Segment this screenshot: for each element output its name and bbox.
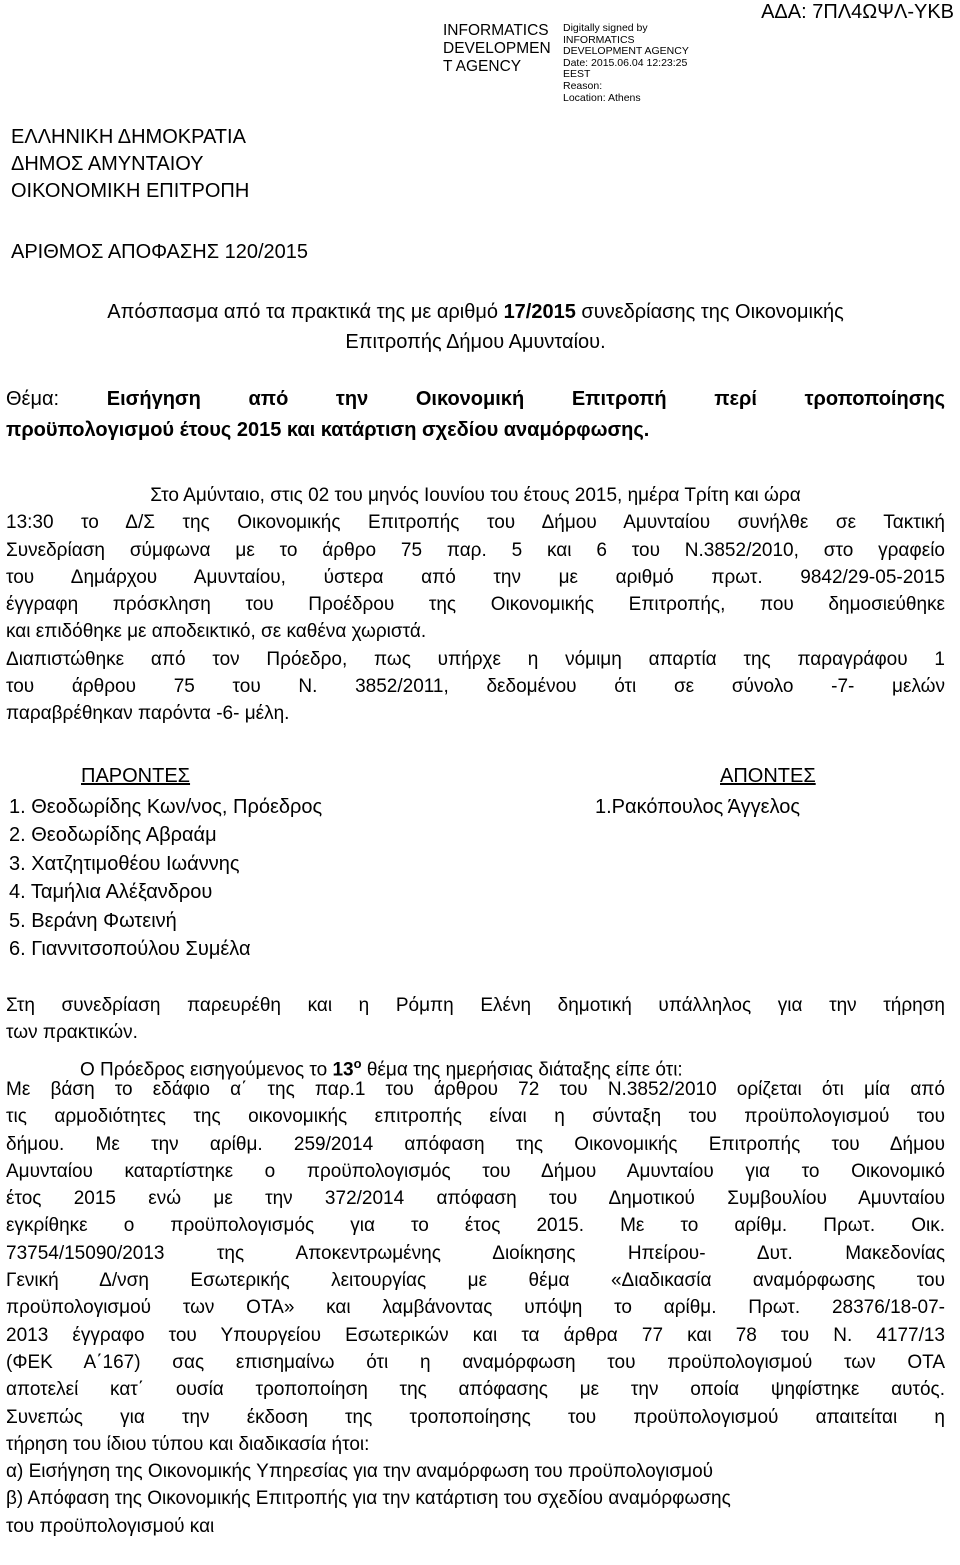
present-member: 5. Βεράνη Φωτεινή (9, 909, 177, 932)
intro-line: Στο Αμύνταιο, στις 02 του μηνός Ιουνίου του έτους 2015, ημέρα Τρίτη και ώρα (150, 485, 801, 506)
signature-line: Date: 2015.06.04 12:23:25 (563, 56, 688, 69)
signature-line: DEVELOPMENT AGENCY (563, 45, 689, 58)
body-line: Με βάση το εδάφιο α΄ της παρ.1 του άρθρου 72 του Ν.3852/2010 ορίζεται ότι μία από (6, 1079, 945, 1100)
body-line: έτος 2015 ενώ με την 372/2014 απόφαση του Δημοτικού Συμβουλίου Αμυνταίου (6, 1188, 945, 1210)
excerpt-line: Επιτροπής Δήμου Αμυνταίου. (345, 331, 606, 353)
subject-label: Θέμα: (6, 388, 60, 410)
body-line: αποτελεί κατ΄ ουσία τροποποίηση της απόφασης με την οποία ψηφίστηκε αυτός. (6, 1379, 945, 1401)
absent-member: 1.Ρακόπουλος Άγγελος (595, 796, 801, 818)
intro-line: Συνεδρίαση σύμφωνα με το άρθρο 75 παρ. 5 και 6 του Ν.3852/2010, στο γραφείο (6, 539, 945, 561)
body-line: 2013 έγγραφο του Υπουργείου Εσωτερικών και τα άρθρα 77 και 78 του Ν. 4177/13 (6, 1324, 945, 1346)
intro-line: του Δημάρχου Αμυνταίου, ύστερα από την με αριθμό πρωτ. 9842/29-05-2015 (6, 566, 945, 588)
ada-code: ΑΔΑ: 7ΠΛ4ΩΨΛ-ΥΚΒ (761, 1, 954, 23)
subject-paragraph (6, 384, 945, 446)
body-line: προϋπολογισμού των ΟΤΑ» και λαμβάνοντας υπόψη το αρίθμ. Πρωτ. 28376/18-07- (6, 1297, 945, 1319)
decision-number: ΑΡΙΘΜΟΣ ΑΠΟΦΑΣΗΣ 120/2015 (11, 241, 309, 263)
signature-line: INFORMATICS (563, 33, 635, 46)
excerpt-line: Απόσπασμα από τα πρακτικά της με αριθμό 17/2015 συνεδρίασης της Οικονομικής (107, 301, 844, 323)
signature-line: EEST (563, 68, 591, 81)
intro-line: παραβρέθηκαν παρόντα -6- μέλη. (6, 703, 290, 725)
signature-line: Digitally signed by (563, 22, 648, 34)
body-line: β) Απόφαση της Οικονομικής Επιτροπής για την κατάρτιση του σχεδίου αναμόρφωσης (6, 1488, 731, 1510)
subject-line: Θέμα: Εισήγηση από την Οικονομική Επιτροπή περί τροποποίησης (6, 388, 946, 410)
body-paragraph (6, 1076, 945, 1540)
signature-organization: INFORMATICS DEVELOPMEN T AGENCY (443, 22, 551, 75)
header-block (11, 124, 249, 205)
present-member: 4. Ταμήλια Αλέξανδρου (9, 881, 213, 904)
intro-line: 13:30 το Δ/Σ της Οικονομικής Επιτροπής του Δήμου Αμυνταίου συνήλθε σε Τακτική (6, 512, 945, 534)
secretary-paragraph (6, 992, 945, 1047)
body-line: Συνεπώς για την έκδοση της τροποποίησης του προϋπολογισμού απαιτείται η (6, 1406, 945, 1428)
signature-details (563, 23, 689, 104)
secretary-line: Στη συνεδρίαση παρευρέθη και η Ρόμπη Ελένη δημοτική υπάλληλος για την τήρηση (6, 995, 945, 1016)
header-municipality: ΔΗΜΟΣ ΑΜΥΝΤΑΙΟΥ (11, 153, 204, 175)
body-line: εγκρίθηκε ο προϋπολογισμός για το έτος 2015. Με το αρίθμ. Πρωτ. Οικ. (6, 1215, 945, 1237)
header-country: ΕΛΛΗΝΙΚΗ ΔΗΜΟΚΡΑΤΙΑ (11, 126, 246, 148)
present-title: ΠΑΡΟΝΤΕΣ (81, 765, 191, 787)
signature-line: Reason: (563, 79, 603, 92)
body-line: Γενική Δ/νση Εσωτερικής λειτουργίας με θέμα «Διαδικασία αναμόρφωσης του (6, 1270, 945, 1292)
present-member: 6. Γιαννιτσοπούλου Συμέλα (9, 938, 251, 961)
absent-list (595, 793, 800, 821)
body-line: δήμου. Με την αρίθμ. 259/2014 απόφαση της Οικονομικής Επιτροπής του Δήμου (6, 1133, 945, 1155)
body-line: α) Εισήγηση της Οικονομικής Υπηρεσίας για την αναμόρφωση του προϋπολογισμού (6, 1461, 714, 1483)
signature-line: Location: Athens (563, 91, 641, 104)
subject-line: προϋπολογισμού έτους 2015 και κατάρτιση σχεδίου αναμόρφωσης. (6, 419, 650, 441)
excerpt-paragraph (6, 297, 945, 357)
body-line: του προϋπολογισμού και (6, 1515, 215, 1537)
intro-paragraph (6, 482, 945, 728)
intro-line: Διαπιστώθηκε από τον Πρόεδρο, πως υπήρχε η νόμιμη απαρτία της παραγράφου 1 (6, 648, 945, 670)
absent-title: ΑΠΟΝΤΕΣ (720, 765, 816, 787)
body-line: Αμυνταίου καταρτίστηκε ο προϋπολογισμός του Δήμου Αμυνταίου για το Οικονομικό (6, 1160, 945, 1182)
body-line: 73754/15090/2013 της Αποκεντρωμένης Διοίκησης Ηπείρου- Δυτ. Μακεδονίας (6, 1242, 945, 1264)
body-line: τις αρμοδιότητες της οικονομικής επιτροπής είναι η σύνταξη του προϋπολογισμού του (6, 1106, 945, 1128)
present-member: 1. Θεοδωρίδης Κων/νος, Πρόεδρος (9, 796, 323, 818)
present-member: 2. Θεοδωρίδης Αβραάμ (9, 824, 217, 847)
intro-line: του άρθρου 75 του Ν. 3852/2011, δεδομένου ότι σε σύνολο -7- μελών (6, 676, 945, 698)
present-member: 3. Χατζητιμοθέου Ιωάννης (9, 852, 240, 875)
present-list (9, 793, 322, 963)
president-line: Ο Πρόεδρος εισηγούμενος το $13^o$ θέμα της ημερήσιας διάταξης είπε ότι: (80, 1056, 683, 1081)
intro-line: και επιδόθηκε με αποδεικτικό, σε καθένα χωριστά. (6, 621, 427, 643)
secretary-line: των πρακτικών. (6, 1022, 138, 1044)
body-line: τήρηση του ίδιου τύπου και διαδικασία ήτοι: (6, 1433, 370, 1455)
body-line: (ΦΕΚ Α΄167) σας επισημαίνω ότι η αναμόρφωση του προϋπολογισμού των ΟΤΑ (6, 1351, 945, 1373)
intro-line: έγγραφη πρόσκληση του Προέδρου της Οικονομικής Επιτροπής, που δημοσιεύθηκε (6, 594, 945, 616)
header-committee: ΟΙΚΟΝΟΜΙΚΗ ΕΠΙΤΡΟΠΗ (11, 180, 250, 202)
